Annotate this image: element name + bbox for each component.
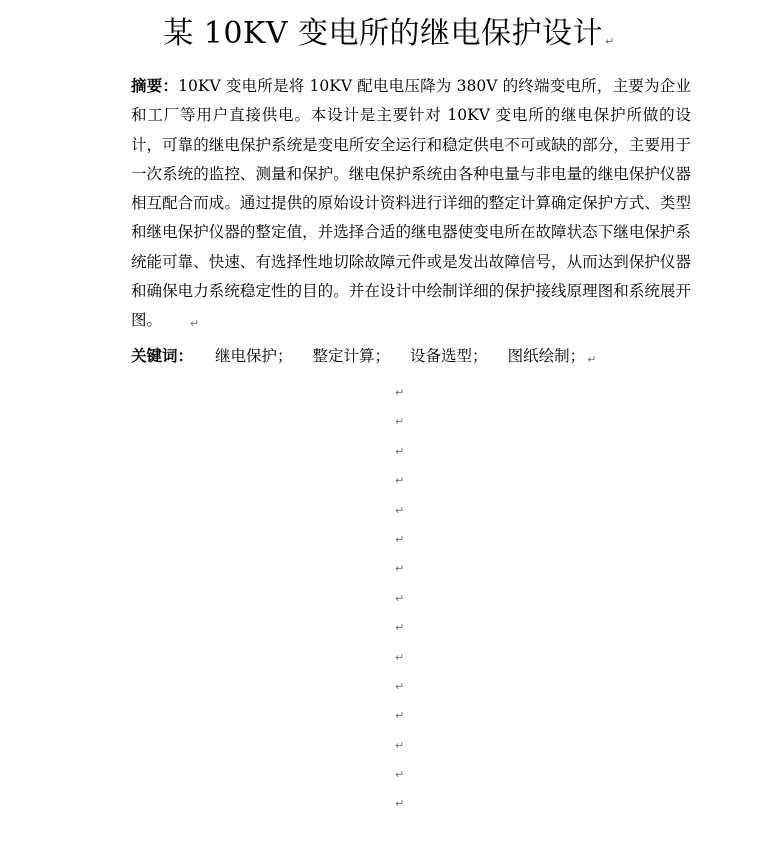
paragraph-mark-icon: ↵	[395, 444, 405, 458]
title-text: 某 10KV 变电所的继电保护设计	[163, 16, 604, 51]
paragraph-mark-icon: ↵	[395, 650, 405, 664]
keywords-line	[131, 345, 691, 371]
abstract-label: 摘要：	[131, 76, 179, 95]
keyword-item: 继电保护；	[215, 347, 293, 365]
paragraph-mark-icon: ↵	[395, 591, 405, 605]
document-title	[0, 14, 778, 62]
keyword-item: 设备选型；	[410, 347, 488, 365]
paragraph-mark-icon: ↵	[395, 709, 405, 723]
paragraph-mark-icon: ↵	[605, 35, 615, 48]
paragraph-mark-icon: ↵	[190, 317, 200, 331]
paragraph-mark-icon: ↵	[395, 621, 405, 635]
paragraph-mark-icon: ↵	[587, 353, 597, 366]
paragraph-mark-icon: ↵	[395, 768, 405, 782]
paragraph-mark-icon: ↵	[395, 386, 405, 399]
paragraph-mark-icon: ↵	[395, 503, 405, 517]
abstract-paragraph	[131, 71, 691, 339]
paragraph-mark-icon: ↵	[395, 532, 405, 546]
paragraph-mark-icon: ↵	[395, 679, 405, 693]
keyword-item: 整定计算；	[312, 347, 391, 365]
paragraph-mark-icon: ↵	[395, 738, 405, 752]
keyword-item: 图纸绘制；	[507, 347, 586, 365]
keywords-label: 关键词：	[131, 346, 194, 365]
paragraph-mark-icon: ↵	[395, 562, 405, 576]
paragraph-mark-icon: ↵	[395, 415, 405, 429]
empty-paragraphs	[395, 386, 415, 827]
abstract-body: 10KV 变电所是将 10KV 配电电压降为 380V 的终端变电所，主要为企业和工厂等用户直接供电。本设计是主要针对 10KV 变电所的继电保护所做的设计，可靠的继电保护系统是变电所安全运行和稳定供电不可或缺的部分，主要用于一次系统的监控、测量和保护。继电保护系统由各种电量与非电量的继电保护仪器相互配合而成。通过提供的原始设计资料进行详细的整定计算确定保护方式、类型和继电保护仪器的整定值，并选择合适的继电器使变电所在故障状态下继电保护系统能可靠、快速、有选择性地切除故障元件或是发出故障信号，从而达到保护仪器和确保电力系统稳定性的目的。并在设计中绘制详细的保护接线原理图和系统展开图。	[131, 77, 691, 330]
paragraph-mark-icon: ↵	[395, 797, 405, 811]
paragraph-mark-icon: ↵	[395, 474, 405, 488]
